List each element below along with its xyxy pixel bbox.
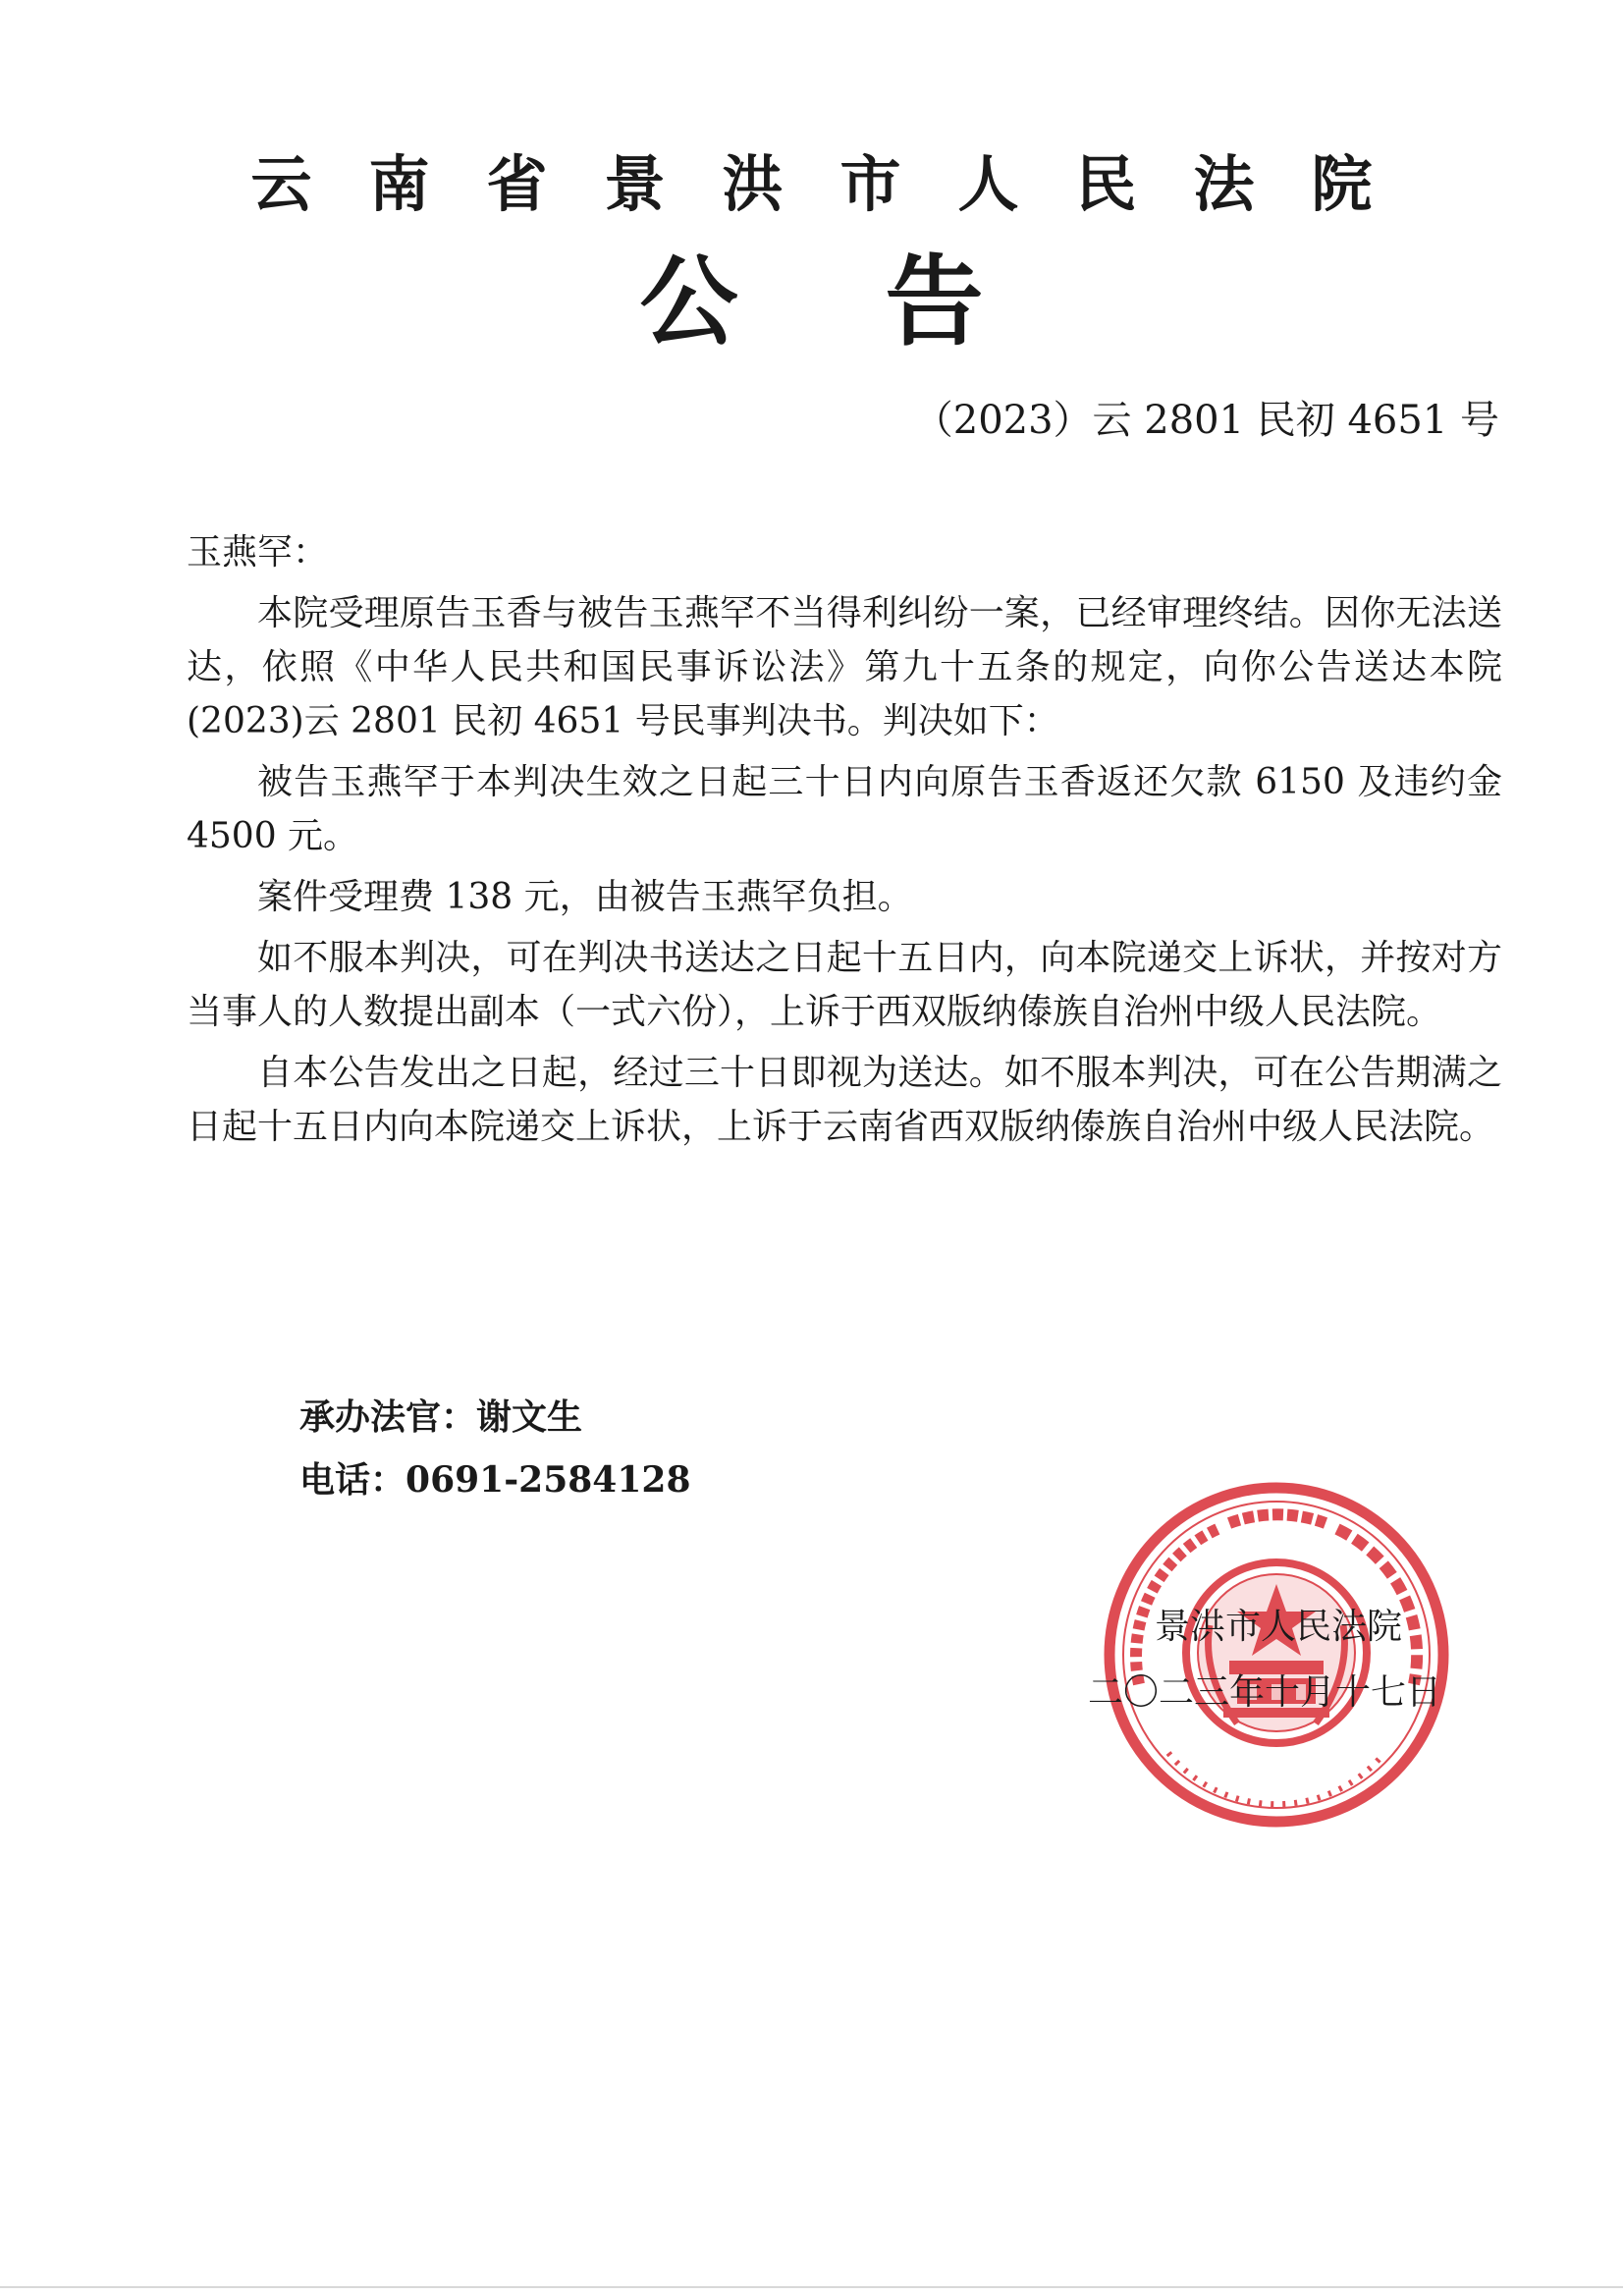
paragraph-judgment: 被告玉燕罕于本判决生效之日起三十日内向原告玉香返还欠款 6150 及违约金 4500 元。 <box>187 762 1502 856</box>
issuing-court: 景洪市人民法院 <box>1155 1607 1403 1647</box>
issue-date: 二〇二三年十月十七日 <box>1088 1672 1442 1713</box>
document-type-heading: 公告 <box>639 245 1131 359</box>
paragraph-service-period: 自本公告发出之日起，经过三十日即视为送达。如不服本判决，可在公告期满之日起十五日内向本院递交上诉状，上诉于云南省西双版纳傣族自治州中级人民法院。 <box>187 1053 1502 1147</box>
phone-number: 0691-2584128 <box>406 1459 691 1501</box>
paragraph-court-fee: 案件受理费 138 元，由被告玉燕罕负担。 <box>257 877 913 917</box>
official-seal-icon <box>1100 1478 1453 1831</box>
judge-name: 谢文生 <box>476 1396 583 1438</box>
paragraph-appeal-rights: 如不服本判决，可在判决书送达之日起十五日内，向本院递交上诉状，并按对方当事人的人数提出副本（一式六份），上诉于西双版纳傣族自治州中级人民法院。 <box>187 938 1502 1032</box>
salutation: 玉燕罕： <box>187 532 329 573</box>
notice-body <box>187 525 1502 1161</box>
contact-block <box>299 1386 691 1511</box>
judge-line <box>299 1386 691 1449</box>
phone-label: 电话： <box>299 1459 406 1501</box>
court-name-heading: 云南省景洪市人民法院 <box>250 148 1430 220</box>
phone-line <box>299 1449 691 1511</box>
judge-label: 承办法官： <box>299 1396 477 1438</box>
case-number: （2023）云 2801 民初 4651 号 <box>913 398 1499 443</box>
paragraph-intro: 本院受理原告玉香与被告玉燕罕不当得利纠纷一案，已经审理终结。因你无法送达，依照《中华人民共和国民事诉讼法》第九十五条的规定，向你公告送达本院(2023)云 2801 民初 4651 号民事判决书。判决如下： <box>187 593 1502 741</box>
scan-edge-divider <box>0 2286 1623 2288</box>
